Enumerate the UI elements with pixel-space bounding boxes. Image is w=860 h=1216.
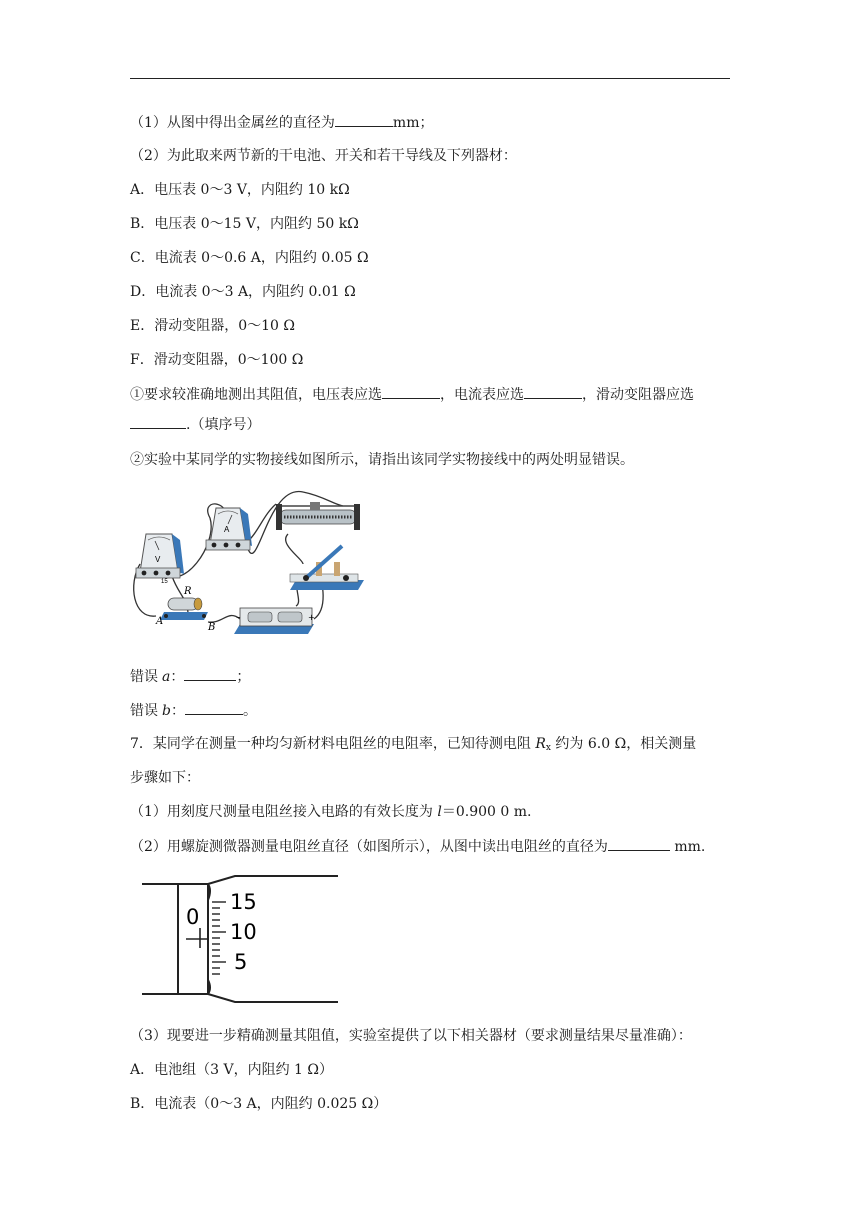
q7-intro-text-b: 约为 6.0 Ω，相关测量 [550, 736, 697, 752]
step1-text-a: （1）用刻度尺测量电阻丝接入电路的有效长度为 [130, 804, 438, 820]
q6-requirement-2: ②实验中某同学的实物接线如图所示，请指出该同学实物接线中的两处明显错误。 [130, 452, 634, 468]
error-a-label: 错误 [130, 669, 158, 685]
rheostat-icon [276, 502, 360, 530]
sleeve-bottom [178, 980, 208, 994]
header-rule [130, 78, 730, 79]
sleeve-zero-label: 0 [186, 905, 200, 929]
wire [286, 534, 303, 564]
req1-end-text: .（填序号） [186, 417, 261, 433]
answer-blank[interactable] [382, 384, 440, 399]
svg-text:–: – [236, 613, 241, 623]
option-e: E．滑动变阻器，0～10 Ω [130, 318, 295, 334]
terminal-b-label: B [208, 622, 216, 633]
thimble-label-5: 5 [234, 950, 248, 974]
ammeter-label: A [224, 525, 230, 534]
q7-step-1 [130, 802, 531, 822]
option-a: A．电压表 0～3 V，内阻约 10 kΩ [130, 182, 350, 198]
step1-text-b: ＝0.900 0 m. [441, 804, 532, 820]
voltmeter-icon [136, 534, 184, 585]
step2-text-a: （2）用螺旋测微器测量电阻丝直径（如图所示），从图中读出电阻丝的直径为 [130, 839, 608, 855]
req1-text-a: ①要求较准确地测出其阻值，电压表应选 [130, 387, 382, 403]
resistor-label: R [184, 586, 192, 597]
option-d: D．电流表 0～3 A，内阻约 0.01 Ω [130, 284, 356, 300]
ammeter-icon [206, 508, 252, 550]
resistor-icon [155, 586, 215, 633]
switch-icon [290, 546, 364, 590]
error-b-letter: b [162, 703, 171, 719]
option-c: C．电流表 0～0.6 A，内阻约 0.05 Ω [130, 250, 369, 266]
error-b-label: 错误 [130, 703, 158, 719]
q6-part1-text: （1）从图中得出金属丝的直径为 [130, 115, 335, 131]
answer-blank[interactable] [185, 700, 243, 715]
q7-option-b: B．电流表（0～3 A，内阻约 0.025 Ω） [130, 1096, 388, 1112]
battery-icon [234, 608, 315, 634]
q6-part1-unit: mm； [392, 115, 434, 131]
error-a-end: ； [236, 669, 251, 685]
answer-blank[interactable] [608, 836, 670, 851]
error-a-letter: a [162, 669, 171, 685]
voltmeter-label: V [155, 555, 161, 564]
sleeve-top [178, 884, 208, 900]
q6-part2: （2）为此取来两节新的干电池、开关和若干导线及下列器材： [130, 148, 517, 164]
q7-step-2 [130, 836, 705, 857]
q7-intro-2: 步骤如下： [130, 770, 200, 786]
q7-step-3: （3）现要进一步精确测量其阻值，实验室提供了以下相关器材（要求测量结果尽量准确）： [130, 1028, 692, 1044]
option-b: B．电压表 0～15 V，内阻约 50 kΩ [130, 216, 359, 232]
answer-blank[interactable] [524, 384, 582, 399]
thimble-top [208, 876, 338, 884]
error-b-end: 。 [242, 703, 257, 719]
thimble-label-15: 15 [230, 890, 257, 914]
q7-option-a: A．电池组（3 V，内阻约 1 Ω） [130, 1062, 333, 1078]
answer-blank[interactable] [184, 666, 236, 681]
option-f: F．滑动变阻器，0～100 Ω [130, 352, 304, 368]
error-a: 错误 a： ； [130, 666, 250, 687]
voltmeter-scale: 15 [161, 579, 168, 585]
req1-text-c: ，滑动变阻器应选 [582, 387, 694, 403]
q6-requirement-1 [130, 384, 694, 405]
q7-intro-text-a: 7．某同学在测量一种均匀新材料电阻丝的电阻率，已知待测电阻 [130, 736, 536, 752]
thimble-edge [208, 884, 210, 994]
step2-text-b: mm. [669, 839, 706, 855]
terminal-a-label: A [156, 616, 164, 627]
req1-text-b: ，电流表应选 [440, 387, 524, 403]
svg-text:+: + [308, 613, 315, 622]
q6-part1 [130, 112, 433, 133]
rx-symbol: R [535, 736, 546, 752]
circuit-diagram [128, 484, 368, 644]
rx-subscript: x [545, 743, 551, 753]
thimble-bottom [208, 994, 338, 1002]
q6-requirement-1-end [130, 414, 260, 435]
answer-blank[interactable] [335, 112, 393, 127]
micrometer-diagram [140, 872, 350, 1007]
answer-blank[interactable] [130, 414, 186, 429]
q7-intro [130, 734, 696, 758]
error-b: 错误 b： 。 [130, 700, 257, 721]
thimble-label-10: 10 [230, 920, 257, 944]
micrometer-frame [142, 884, 178, 994]
length-symbol: l [437, 804, 442, 820]
